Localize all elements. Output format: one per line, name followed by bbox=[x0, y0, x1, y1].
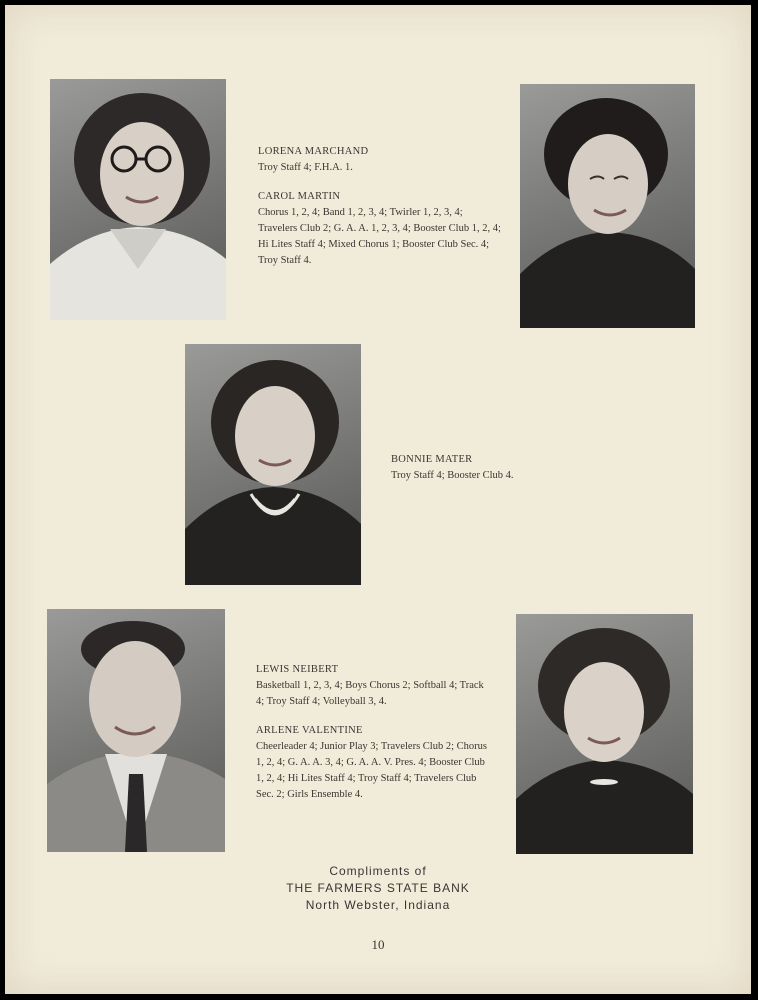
student-name: CAROL MARTIN bbox=[258, 191, 341, 202]
bio-entry-bonnie-mater bbox=[391, 452, 591, 484]
portrait-bonnie-mater bbox=[185, 344, 361, 585]
footer-line-location: North Webster, Indiana bbox=[305, 898, 451, 912]
student-activities: Troy Staff 4; Booster Club 4. bbox=[391, 470, 514, 481]
portrait-lewis-neibert bbox=[47, 609, 225, 852]
student-activities: Cheerleader 4; Junior Play 3; Travelers Club 2; Chorus 1, 2, 4; G. A. A. 3, 4; G. A. A. V. Pres. 4; Booster Club 1, 2, 4; Hi Lites Staff 4; Troy Staff 4; Travelers Club Sec. 2; Girls Ensemble 4. bbox=[256, 741, 487, 800]
student-name: LEWIS NEIBERT bbox=[256, 664, 339, 675]
student-activities: Troy Staff 4; F.H.A. 1. bbox=[258, 162, 353, 173]
footer-line-compliments: Compliments of bbox=[329, 864, 427, 878]
student-name: LORENA MARCHAND bbox=[258, 146, 369, 157]
portrait-arlene-valentine bbox=[516, 614, 693, 854]
bio-entry-arlene-valentine bbox=[256, 723, 491, 803]
bio-entry-lewis-neibert bbox=[256, 662, 491, 710]
yearbook-page bbox=[5, 5, 751, 994]
student-activities: Basketball 1, 2, 3, 4; Boys Chorus 2; Softball 4; Track 4; Troy Staff 4; Volleyball 3, 4. bbox=[256, 680, 484, 707]
bio-block-top bbox=[258, 144, 503, 269]
sponsor-footer bbox=[5, 863, 751, 914]
bio-block-bottom bbox=[256, 662, 491, 803]
bio-block-middle bbox=[391, 452, 591, 484]
bio-entry-carol-martin bbox=[258, 189, 503, 269]
portrait-carol-martin bbox=[520, 84, 695, 328]
portrait-lorena-marchand bbox=[50, 79, 226, 320]
student-activities: Chorus 1, 2, 4; Band 1, 2, 3, 4; Twirler 1, 2, 3, 4; Travelers Club 2; G. A. A. 1, 2, 3, 4; Booster Club 1, 2, 4; Hi Lites Staff 4; Mixed Chorus 1; Booster Club Sec. 4; Troy Staff 4. bbox=[258, 207, 501, 266]
footer-line-bank-name: THE FARMERS STATE BANK bbox=[286, 881, 470, 895]
student-name: ARLENE VALENTINE bbox=[256, 725, 363, 736]
student-name: BONNIE MATER bbox=[391, 454, 473, 465]
bio-entry-lorena-marchand bbox=[258, 144, 503, 176]
page-number: 10 bbox=[371, 937, 385, 952]
